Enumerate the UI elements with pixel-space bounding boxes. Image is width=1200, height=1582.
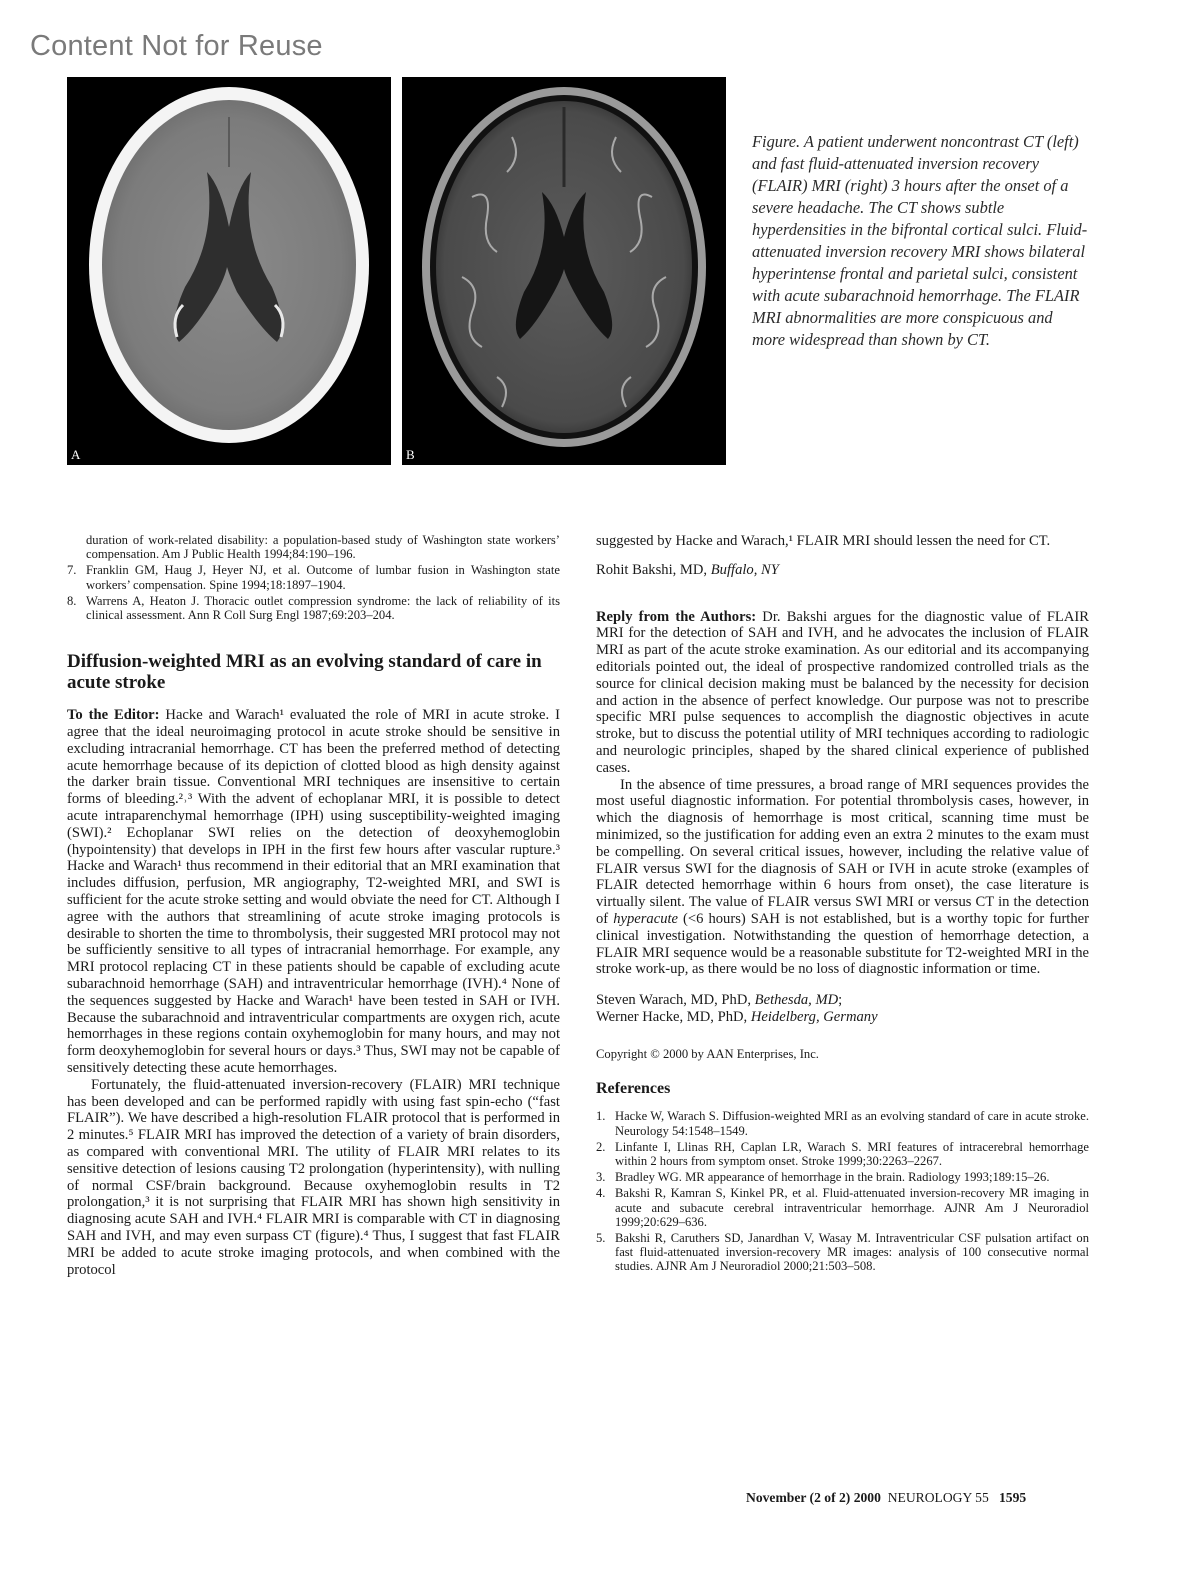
reference-item: 1. Hacke W, Warach S. Diffusion-weighted MRI as an evolving standard of care in acute stroke. Neurology 54:1548–1549. <box>596 1109 1089 1138</box>
copyright: Copyright © 2000 by AAN Enterprises, Inc. <box>596 1046 819 1061</box>
letter-paragraph-2-continued: suggested by Hacke and Warach,¹ FLAIR MRI should lessen the need for CT. <box>596 533 1051 549</box>
page-number: 1595 <box>998 1490 1027 1505</box>
references-list <box>596 1109 1089 1273</box>
footer-date: November (2 of 2) 2000 <box>746 1490 881 1505</box>
reference-item: 4. Bakshi R, Kamran S, Kinkel PR, et al. Fluid-attenuated inversion-recovery MR imaging in acute and subacute cerebral intraventricular hemorrhage. AJNR Am J Neuroradiol 1999;20:629–636. <box>596 1186 1089 1229</box>
article-title: Diffusion-weighted MRI as an evolving standard of care in acute stroke <box>67 651 542 694</box>
left-column <box>67 533 560 1278</box>
reference-item: 7. Franklin GM, Haug J, Heyer NJ, et al. Outcome of lumbar fusion in Washington state workers’ compensation. Spine 1994;18:1897–1904. <box>67 563 560 592</box>
footer-journal: NEUROLOGY 55 <box>887 1490 989 1505</box>
reference-item: 3. Bradley WG. MR appearance of hemorrhage in the brain. Radiology 1993;189:15–26. <box>596 1170 1050 1185</box>
reference-item: duration of work-related disability: a population-based study of Washington state workers’ compensation. Am J Public Health 1994;84:190–196. <box>86 533 560 562</box>
letter-paragraph-2: Fortunately, the fluid-attenuated inversion-recovery (FLAIR) MRI technique has been developed and can be performed rapidly with using fast spin-echo (“fast FLAIR”). We have described a high-resolution FLAIR protocol that is performed in 2 minutes.⁵ FLAIR MRI has improved the detection of a variety of brain disorders, as compared with conventional MRI. The utility of FLAIR MRI relates to its sensitive detection of lesions causing T2 prolongation (hyperintensity), with nulling of normal CSF/brain background. Because oxyhemoglobin results in T2 prolongation,³ it is not surprising that FLAIR MRI has shown high sensitivity in diagnosing acute SAH and IVH.⁴ FLAIR MRI is comparable with CT in diagnosing SAH and IVH, and may even surpass CT (figure).⁴ Thus, I suggest that fast FLAIR MRI be added to acute stroke imaging protocols, and when combined with the protocol <box>67 1076 560 1278</box>
figure-caption: Figure. A patient underwent noncontrast CT (left) and fast fluid-attenuated inversion recovery (FLAIR) MRI (right) 3 hours after the onset of a severe headache. The CT shows subtle hyperdensities in the bifrontal cortical sulci. Fluid-attenuated inversion recovery MRI shows bilateral hyperintense frontal and parietal sulci, consistent with acute subarachnoid hemorrhage. The FLAIR MRI abnormalities are more conspicuous and more widespread than shown by CT. <box>752 132 1088 349</box>
ct-scan-image <box>67 77 391 465</box>
panel-b-label: B <box>406 447 415 462</box>
previous-references <box>67 533 560 622</box>
letter-paragraph-1: To the Editor: Hacke and Warach¹ evaluated the role of MRI in acute stroke. I agree that the ideal neuroimaging protocol in acute stroke should be sensitive in excluding intracranial hemorrhage. CT has been the preferred method of detecting acute hemorrhage because of its depiction of clotted blood as high density against the darker brain tissue. Conventional MRI techniques are insensitive to certain forms of bleeding.²˒³ With the advent of echoplanar MRI, it is possible to detect acute intraparenchymal hemorrhage (IPH) using susceptibility-weighted imaging (SWI).² Echoplanar SWI relies on the detection of deoxyhemoglobin (hypointensity) that develops in IPH in the first few hours after vascular rupture.³ Hacke and Warach¹ thus recommend in their editorial that an MRI examination that includes diffusion, perfusion, MR angiography, T2-weighted MRI, and SWI is sufficient for the acute stroke setting and would obviate the need for CT. Although I agree with the authors that streamlining of acute stroke imaging protocols is desirable to shorten the time to thrombolysis, their suggested MRI protocol may not be sufficiently sensitive to all types of intracranial hemorrhage. For example, any MRI protocol replacing CT in these patients should be capable of excluding acute subarachnoid hemorrhage (SAH) and intraventricular hemorrhage (IVH).⁴ None of the sequences suggested by Hacke and Warach¹ have been tested in SAH or IVH. Because the subarachnoid and intraventricular compartments are oxygen rich, acute hemorrhages in these regions contain oxyhemoglobin for many hours, and may not form deoxyhemoglobin for several hours or days.³ Thus, SWI may not be capable of sensitively detecting these acute hemorrhages. <box>67 707 560 1076</box>
flair-mri-image <box>402 77 726 465</box>
watermark: Content Not for Reuse <box>30 30 323 62</box>
reply-signature: Steven Warach, MD, PhD, Bethesda, MD; Werner Hacke, MD, PhD, Heidelberg, Germany <box>596 992 878 1025</box>
reference-item: 5. Bakshi R, Caruthers SD, Janardhan V, Wasay M. Intraventricular CSF pulsation artifact on fast fluid-attenuated inversion-recovery MR images: analysis of 100 consecutive normal studies. AJNR Am J Neuroradiol 2000;21:503–508. <box>596 1230 1089 1274</box>
reply-paragraph-2: In the absence of time pressures, a broad range of MRI sequences provides the most useful diagnostic information. For potential thrombolysis cases, however, in which the diagnosis of hemorrhage is most critical, scanning time must be minimized, so the justification for adding even an extra 2 minutes to the exam must be compelling. On several critical issues, however, including the relative value of FLAIR versus SWI for the diagnosis of SAH or IVH in acute stroke (examples of FLAIR detected hemorrhage within 6 hours from onset), the case literature is virtually silent. The value of FLAIR versus SWI MRI or versus CT in the detection of hyperacute (<6 hours) SAH is not established, but is a worthy topic for further clinical investigation. Notwithstanding the question of hemorrhage detection, a FLAIR MRI sequence would be a reasonable substitute for T2-weighted MRI in the stroke work-up, as there would be no loss of diagnostic information or time. <box>596 776 1089 978</box>
right-column <box>596 533 1089 1276</box>
panel-a-label: A <box>71 447 81 462</box>
reference-item: 2. Linfante I, Llinas RH, Caplan LR, Warach S. MRI features of intracerebral hemorrhage within 2 hours from symptom onset. Stroke 1999;30:2263–2267. <box>596 1139 1089 1168</box>
page-footer <box>746 1490 1026 1506</box>
reply-paragraph-1: Reply from the Authors: Dr. Bakshi argues for the diagnostic value of FLAIR MRI for the detection of SAH and IVH, and he advocates the inclusion of FLAIR MRI as part of the acute stroke examination. As our editorial and its accompanying editorials pointed out, the ideal of prospective randomized controlled trials as the source for clinical decision making must be balanced by the necessity for decision and action in the absence of perfect knowledge. Our purpose was not to prescribe specific MRI pulse sequences to accomplish the diagnostic objectives in acute stroke, but to discuss the potential utility of MRI techniques according to radiologic and neurologic principles, shaped by the shared clinical experience of published cases. <box>596 608 1089 776</box>
reference-item: 8. Warrens A, Heaton J. Thoracic outlet compression syndrome: the lack of reliability of its clinical assessment. Ann R Coll Surg Engl 1987;69:203–204. <box>67 593 560 623</box>
references-heading: References <box>596 1079 671 1097</box>
letter-signature: Rohit Bakshi, MD, Buffalo, NY <box>596 561 779 578</box>
